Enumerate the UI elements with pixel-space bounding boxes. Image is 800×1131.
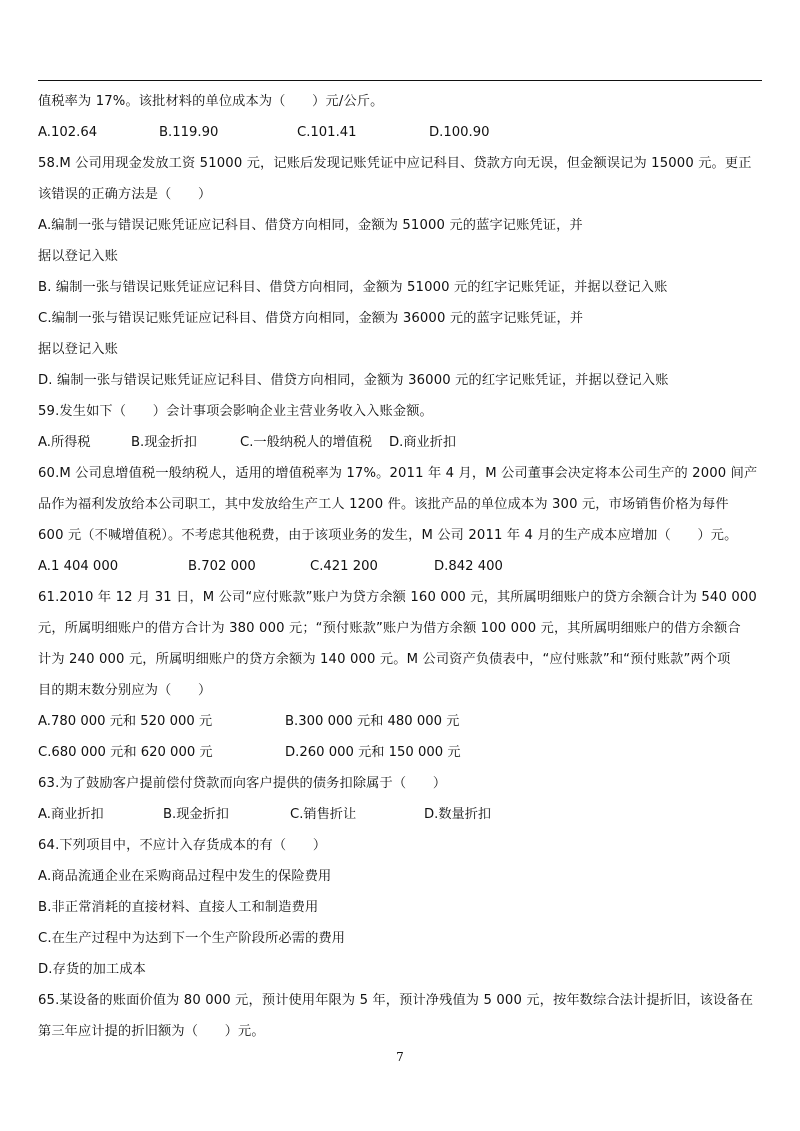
q60-option-b: B.702 000 bbox=[188, 559, 256, 574]
q64-option-c: C.在生产过程中为达到下一个生产阶段所必需的费用 bbox=[38, 931, 346, 946]
q59-option-c: C.一般纳税人的增值税 bbox=[240, 435, 373, 450]
q59-options bbox=[38, 427, 764, 458]
q57-option-b: B.119.90 bbox=[159, 125, 219, 140]
q58-stem-line-2: 该错误的正确方法是（ ） bbox=[38, 187, 212, 202]
q60-stem-line-2: 品作为福利发放给本公司职工，其中发放给生产工人 1200 件。该批产品的单位成本为 300 元，市场销售价格为每件 bbox=[38, 497, 729, 512]
q59-option-b: B.现金折扣 bbox=[131, 435, 197, 450]
q58-option-d: D. 编制一张与错误记账凭证应记科目、借贷方向相同，金额为 36000 元的红字记账凭证，并据以登记入账 bbox=[38, 373, 669, 388]
q63-option-c: C.销售折让 bbox=[290, 807, 357, 822]
q63-stem: 63.为了鼓励客户提前偿付贷款而向客户提供的债务扣除属于（ ） bbox=[38, 776, 447, 791]
q60-options bbox=[38, 551, 764, 582]
q61-options-row-2 bbox=[38, 737, 764, 768]
q59-stem: 59.发生如下（ ）会计事项会影响企业主营业务收入入账金额。 bbox=[38, 404, 433, 419]
page-number: 7 bbox=[396, 1050, 404, 1064]
q61-stem-line-4: 目的期末数分别应为（ ） bbox=[38, 683, 212, 698]
q57-option-d: D.100.90 bbox=[429, 125, 490, 140]
q65-stem-line-1: 65.某设备的账面价值为 80 000 元，预计使用年限为 5 年，预计净残值为 5 000 元，按年数综合法计提折旧，该设备在 bbox=[38, 993, 754, 1008]
q58-option-c-line-2: 据以登记入账 bbox=[38, 342, 119, 357]
q60-option-d: D.842 400 bbox=[434, 559, 503, 574]
q64-option-d: D.存货的加工成本 bbox=[38, 962, 147, 977]
q61-stem-line-3: 计为 240 000 元，所属明细账户的贷方余额为 140 000 元。M 公司资产负债表中，“应付账款”和“预付账款”两个项 bbox=[38, 652, 731, 667]
header-rule bbox=[38, 80, 762, 81]
q61-stem-line-1: 61.2010 年 12 月 31 日，M 公司“应付账款”账户为贷方余额 160 000 元，其所属明细账户的贷方余额合计为 540 000 bbox=[38, 590, 757, 605]
q61-stem-line-2: 元，所属明细账户的借方合计为 380 000 元；“预付账款”账户为借方余额 100 000 元，其所属明细账户的借方余额合 bbox=[38, 621, 741, 636]
page-content bbox=[38, 86, 764, 1047]
q57-stem-continuation: 值税率为 17%。该批材料的单位成本为（ ）元/公斤。 bbox=[38, 94, 384, 109]
q60-option-a: A.1 404 000 bbox=[38, 559, 119, 574]
q63-option-b: B.现金折扣 bbox=[163, 807, 229, 822]
q61-option-a: A.780 000 元和 520 000 元 bbox=[38, 714, 213, 729]
q60-option-c: C.421 200 bbox=[310, 559, 378, 574]
q58-option-a-line-1: A.编制一张与错误记账凭证应记科目、借贷方向相同，金额为 51000 元的蓝字记账凭证，并 bbox=[38, 218, 583, 233]
q57-option-c: C.101.41 bbox=[297, 125, 357, 140]
q61-option-b: B.300 000 元和 480 000 元 bbox=[285, 714, 460, 729]
q60-stem-line-1: 60.M 公司息增值税一般纳税人，适用的增值税率为 17%。2011 年 4 月，M 公司董事会决定将本公司生产的 2000 间产 bbox=[38, 466, 758, 481]
q61-options-row-1 bbox=[38, 706, 764, 737]
q61-option-c: C.680 000 元和 620 000 元 bbox=[38, 745, 213, 760]
q58-stem-line-1: 58.M 公司用现金发放工资 51000 元，记账后发现记账凭证中应记科目、贷款方向无误，但金额误记为 15000 元。更正 bbox=[38, 156, 752, 171]
q58-option-a-line-2: 据以登记入账 bbox=[38, 249, 119, 264]
q57-options bbox=[38, 117, 764, 148]
q58-option-c-line-1: C.编制一张与错误记账凭证应记科目、借贷方向相同，金额为 36000 元的蓝字记账凭证，并 bbox=[38, 311, 584, 326]
q63-option-a: A.商业折扣 bbox=[38, 807, 104, 822]
q58-option-b: B. 编制一张与错误记账凭证应记科目、借贷方向相同，金额为 51000 元的红字记账凭证，并据以登记入账 bbox=[38, 280, 668, 295]
q63-option-d: D.数量折扣 bbox=[424, 807, 492, 822]
q60-stem-line-3: 600 元（不喊增值税）。不考虑其他税费，由于该项业务的发生，M 公司 2011 年 4 月的生产成本应增加（ ）元。 bbox=[38, 528, 738, 543]
q59-option-d: D.商业折扣 bbox=[389, 435, 457, 450]
q64-option-a: A.商品流通企业在采购商品过程中发生的保险费用 bbox=[38, 869, 332, 884]
q61-option-d: D.260 000 元和 150 000 元 bbox=[285, 745, 461, 760]
q63-options bbox=[38, 799, 764, 830]
q57-option-a: A.102.64 bbox=[38, 125, 98, 140]
q64-stem: 64.下列项目中，不应计入存货成本的有（ ） bbox=[38, 838, 327, 853]
q65-stem-line-2: 第三年应计提的折旧额为（ ）元。 bbox=[38, 1024, 265, 1039]
q59-option-a: A.所得税 bbox=[38, 435, 91, 450]
q64-option-b: B.非正常消耗的直接材料、直接人工和制造费用 bbox=[38, 900, 319, 915]
